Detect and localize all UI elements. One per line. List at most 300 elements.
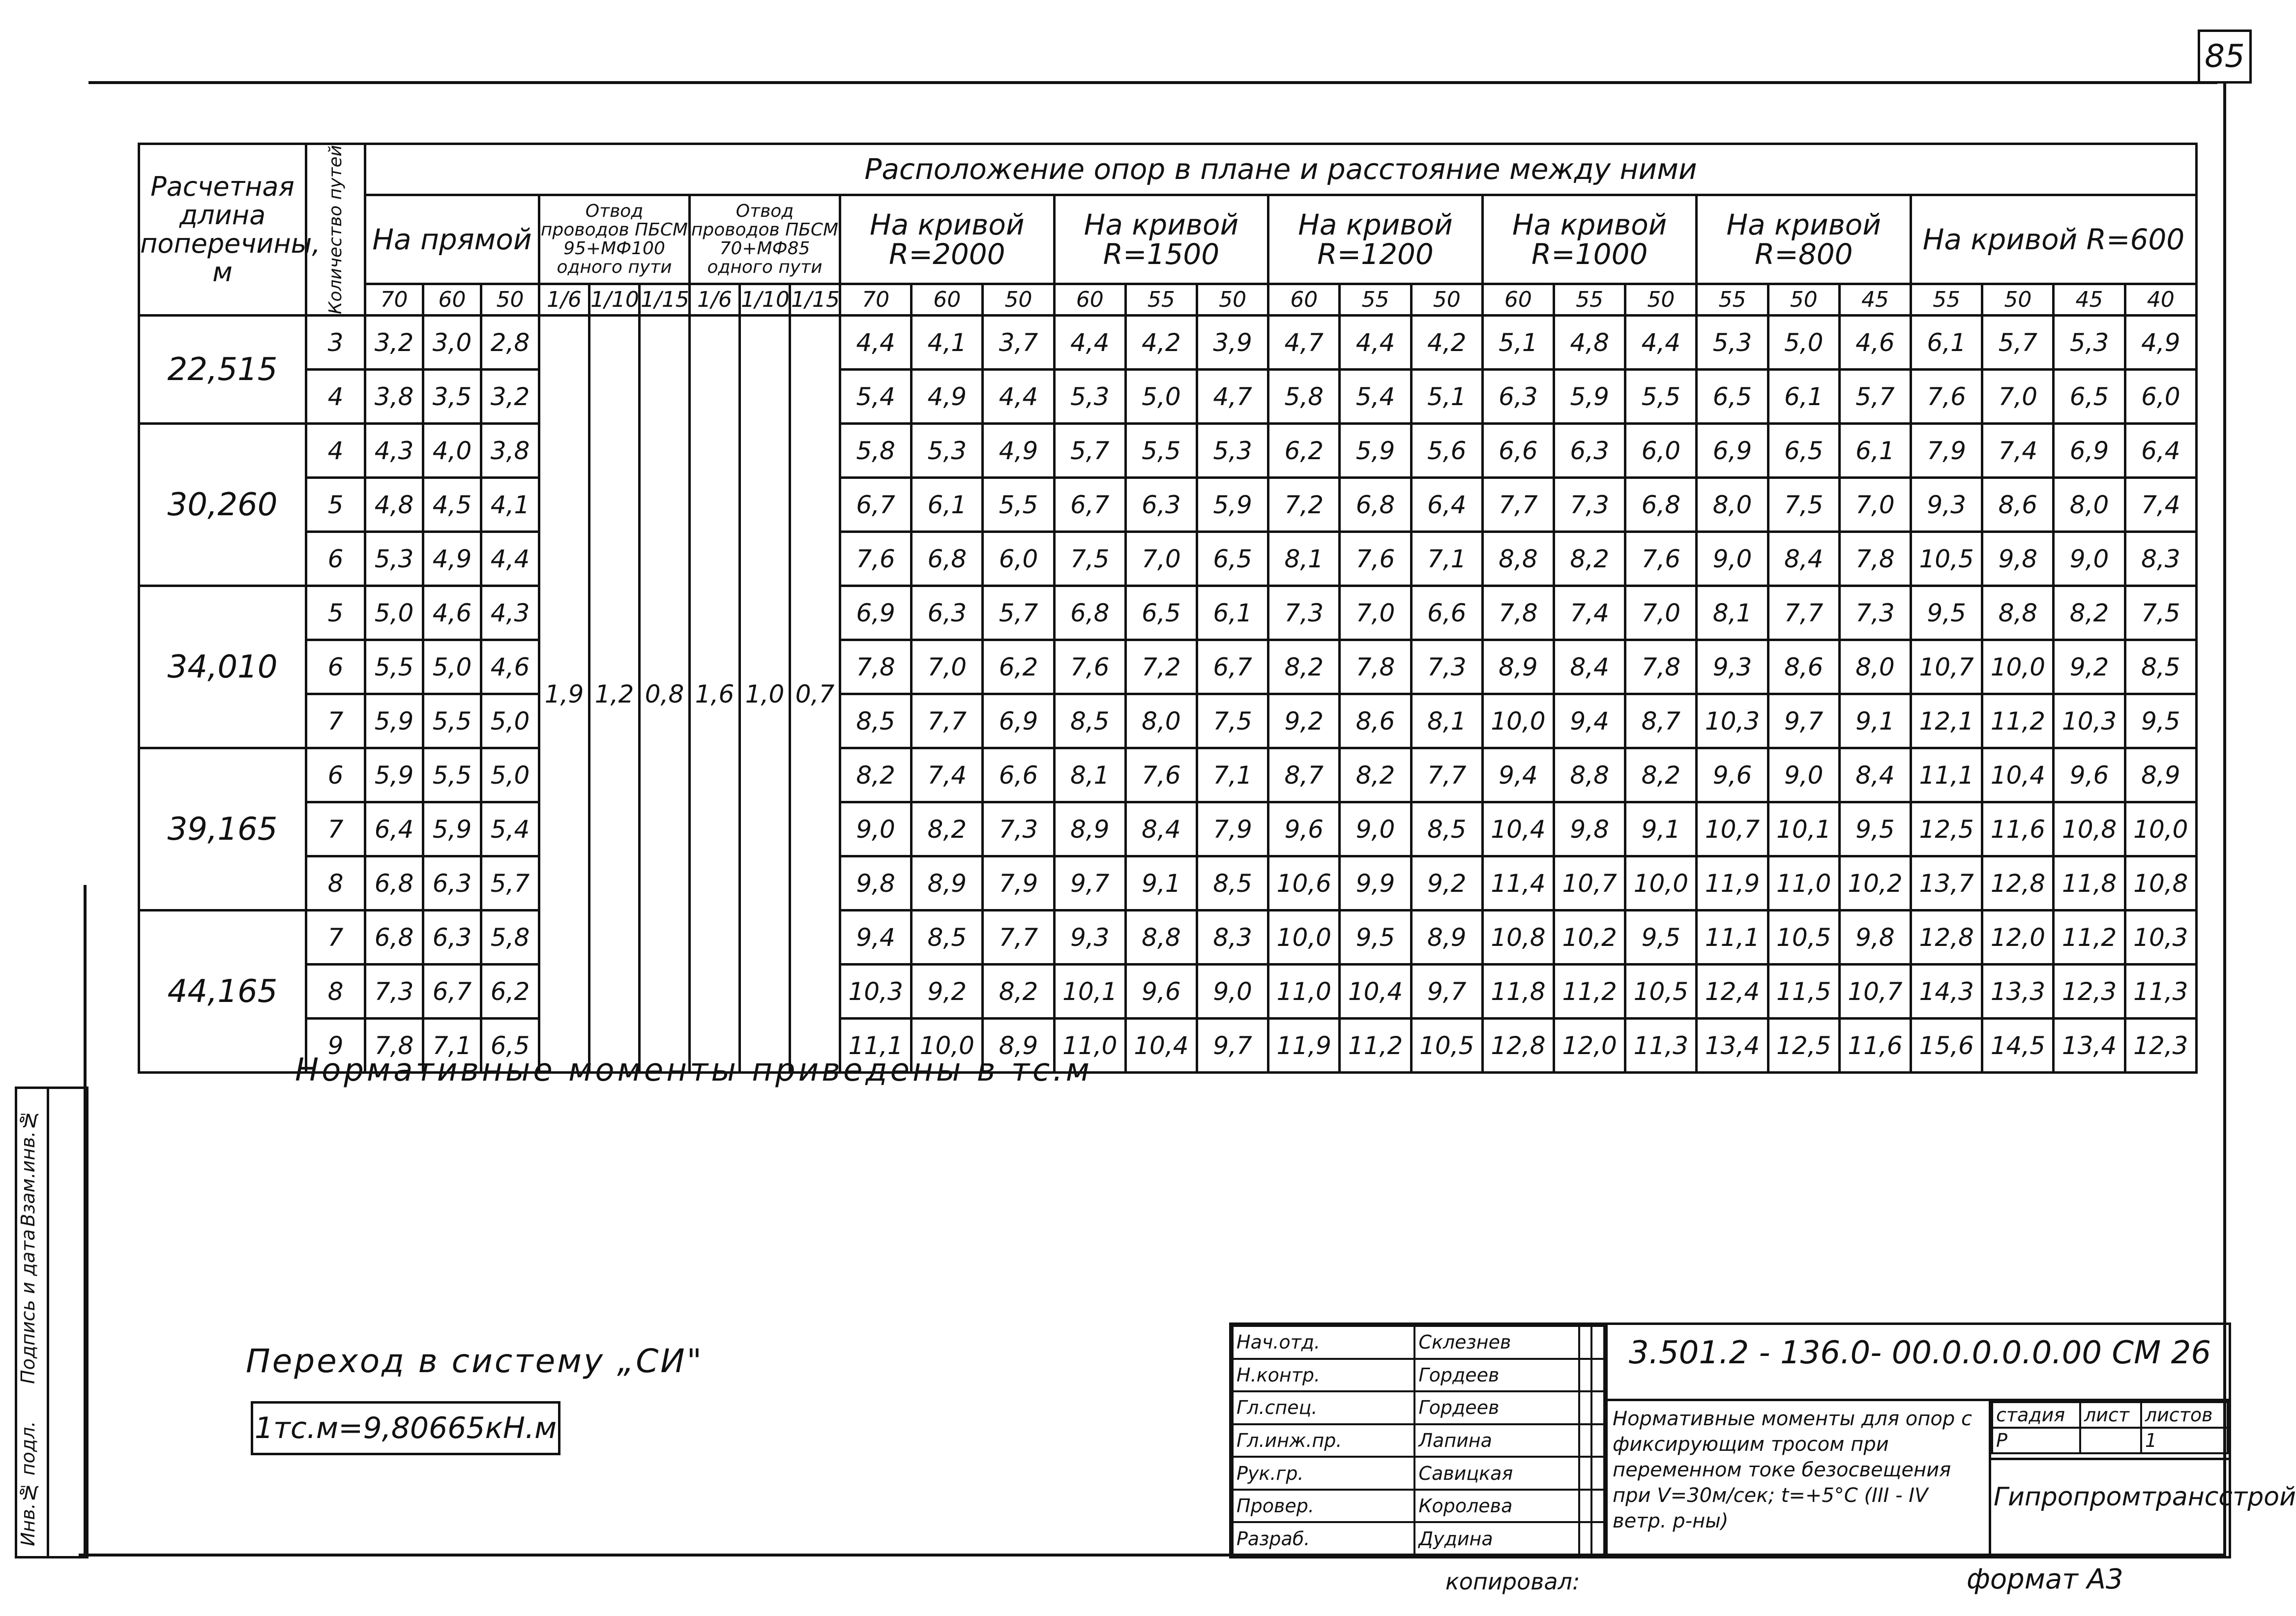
drawing-code: 3.501.2 - 136.0- 00.0.0.0.0.00 СМ 26	[1628, 1335, 2211, 1371]
curve-value: 9,0	[2054, 532, 2125, 586]
tick-label: 55	[1125, 284, 1197, 316]
copied-by: копировал:	[1445, 1568, 1580, 1595]
curve-value: 6,0	[2125, 370, 2196, 424]
curve-value: 9,1	[1125, 856, 1197, 911]
group-header: На кривой R=600	[1911, 195, 2197, 284]
straight-value: 4,3	[481, 586, 539, 640]
tracks-cell: 5	[306, 478, 365, 532]
table-row	[139, 532, 2197, 586]
curve-value: 4,4	[840, 316, 912, 370]
curve-value: 8,2	[840, 748, 912, 802]
curve-value: 9,0	[840, 802, 912, 856]
curve-value: 5,1	[1482, 316, 1554, 370]
si-box: 1тс.м=9,80665кН.м	[251, 1401, 560, 1455]
tick-label: 45	[1839, 284, 1911, 316]
straight-value: 6,5	[481, 1019, 539, 1073]
curve-value: 8,8	[1554, 748, 1625, 802]
stamp-date	[1591, 1424, 1604, 1457]
curve-value: 5,8	[1268, 370, 1340, 424]
curve-value: 6,0	[1625, 424, 1697, 478]
curve-value: 6,7	[1197, 640, 1268, 694]
tick-label: 60	[1482, 284, 1554, 316]
curve-value: 11,9	[1697, 856, 1768, 911]
curve-value: 7,1	[1411, 532, 1482, 586]
curve-value: 7,9	[1197, 802, 1268, 856]
stamp-name: Лапина	[1414, 1424, 1579, 1457]
branch-value: 1,2	[589, 316, 640, 1073]
curve-value: 9,7	[1197, 1019, 1268, 1073]
tick-label: 50	[1625, 284, 1697, 316]
stage-label: стадия	[1992, 1402, 2080, 1428]
curve-value: 6,4	[2125, 424, 2196, 478]
curve-value: 9,2	[912, 965, 983, 1019]
curve-value: 10,3	[840, 965, 912, 1019]
curve-value: 7,4	[1982, 424, 2054, 478]
stamp-date	[1591, 1326, 1604, 1359]
curve-value: 7,0	[1982, 370, 2054, 424]
tracks-cell: 4	[306, 370, 365, 424]
tick-label: 50	[983, 284, 1054, 316]
curve-value: 8,3	[1197, 911, 1268, 965]
curve-value: 10,8	[1482, 911, 1554, 965]
straight-value: 5,9	[423, 802, 481, 856]
curve-value: 9,8	[1554, 802, 1625, 856]
drawing-title: Нормативные моменты для опор с фиксирующим тросом при переменном токе безосвещения при V=30м/сек; t=+5°С (III - IV ветр. р-ны)	[1613, 1408, 1972, 1532]
curve-value: 10,4	[1340, 965, 1411, 1019]
tick-label: 60	[912, 284, 983, 316]
curve-value: 7,4	[2125, 478, 2196, 532]
curve-value: 6,7	[1054, 478, 1125, 532]
straight-value: 3,2	[481, 370, 539, 424]
curve-value: 8,5	[1197, 856, 1268, 911]
tick-label: 60	[1054, 284, 1125, 316]
straight-value: 4,4	[481, 532, 539, 586]
curve-value: 7,4	[912, 748, 983, 802]
curve-value: 9,5	[1340, 911, 1411, 965]
curve-value: 10,3	[2125, 911, 2196, 965]
length-cell: 30,260	[139, 424, 306, 586]
straight-value: 4,6	[481, 640, 539, 694]
tick-label: 55	[1554, 284, 1625, 316]
tracks-cell: 8	[306, 965, 365, 1019]
curve-value: 6,7	[840, 478, 912, 532]
curve-value: 9,5	[1839, 802, 1911, 856]
curve-value: 10,5	[1411, 1019, 1482, 1073]
straight-value: 6,2	[481, 965, 539, 1019]
side-label-replace: Взам.инв.№	[17, 1109, 39, 1227]
curve-value: 14,5	[1982, 1019, 2054, 1073]
curve-value: 3,7	[983, 316, 1054, 370]
curve-value: 11,1	[1697, 911, 1768, 965]
stamp-role: Рук.гр.	[1233, 1457, 1414, 1490]
curve-value: 8,9	[1482, 640, 1554, 694]
stamp-date	[1591, 1522, 1604, 1555]
curve-value: 8,1	[1268, 532, 1340, 586]
table-row	[139, 424, 2197, 478]
curve-value: 10,5	[1625, 965, 1697, 1019]
curve-value: 6,1	[912, 478, 983, 532]
curve-value: 9,5	[1911, 586, 1982, 640]
straight-value: 5,0	[481, 694, 539, 748]
curve-value: 7,6	[840, 532, 912, 586]
curve-value: 10,4	[1982, 748, 2054, 802]
tick-label: 55	[1697, 284, 1768, 316]
stamp-signature	[1579, 1359, 1592, 1392]
curve-value: 11,4	[1482, 856, 1554, 911]
curve-value: 13,7	[1911, 856, 1982, 911]
curve-value: 9,3	[1054, 911, 1125, 965]
curve-value: 10,1	[1054, 965, 1125, 1019]
side-label-sign: Подпись и дата	[17, 1229, 39, 1384]
organization: Гипропромтрансстрой	[1994, 1482, 2296, 1512]
group-header: На кривой R=1500	[1054, 195, 1268, 284]
curve-value: 9,8	[1982, 532, 2054, 586]
tick-label: 50	[1411, 284, 1482, 316]
stamp-signature	[1579, 1457, 1592, 1490]
stamp-role: Гл.инж.пр.	[1233, 1424, 1414, 1457]
tracks-cell: 6	[306, 640, 365, 694]
curve-value: 5,3	[2054, 316, 2125, 370]
tracks-cell: 6	[306, 748, 365, 802]
straight-value: 7,1	[423, 1019, 481, 1073]
curve-value: 8,7	[1268, 748, 1340, 802]
curve-value: 5,5	[1125, 424, 1197, 478]
curve-value: 8,4	[1554, 640, 1625, 694]
curve-value: 9,2	[1268, 694, 1340, 748]
curve-value: 8,2	[983, 965, 1054, 1019]
curve-value: 8,2	[1268, 640, 1340, 694]
curve-value: 6,8	[1054, 586, 1125, 640]
curve-value: 11,0	[1268, 965, 1340, 1019]
curve-value: 9,4	[840, 911, 912, 965]
straight-value: 5,3	[365, 532, 423, 586]
straight-value: 6,8	[365, 856, 423, 911]
stamp-role: Разраб.	[1233, 1522, 1414, 1555]
straight-value: 5,0	[423, 640, 481, 694]
curve-value: 7,6	[1911, 370, 1982, 424]
curve-value: 10,8	[2125, 856, 2196, 911]
curve-value: 7,7	[912, 694, 983, 748]
curve-value: 10,8	[2054, 802, 2125, 856]
curve-value: 10,7	[1839, 965, 1911, 1019]
curve-value: 11,0	[1054, 1019, 1125, 1073]
moments-table	[138, 143, 2198, 1074]
curve-value: 4,9	[2125, 316, 2196, 370]
straight-value: 4,8	[365, 478, 423, 532]
curve-value: 8,0	[1125, 694, 1197, 748]
curve-value: 5,0	[1125, 370, 1197, 424]
curve-value: 11,5	[1768, 965, 1839, 1019]
curve-value: 9,6	[1268, 802, 1340, 856]
curve-value: 9,4	[1554, 694, 1625, 748]
straight-value: 6,3	[423, 911, 481, 965]
curve-value: 5,3	[1697, 316, 1768, 370]
curve-value: 12,5	[1911, 802, 1982, 856]
branch-value: 1,6	[690, 316, 740, 1073]
curve-value: 4,7	[1197, 370, 1268, 424]
curve-value: 10,0	[912, 1019, 983, 1073]
table-row	[139, 694, 2197, 748]
curve-value: 6,4	[1411, 478, 1482, 532]
sheets-label: листов	[2141, 1402, 2228, 1428]
straight-value: 5,5	[423, 748, 481, 802]
tick-label: 1/6	[690, 284, 740, 316]
curve-value: 9,3	[1911, 478, 1982, 532]
curve-value: 7,8	[1482, 586, 1554, 640]
curve-value: 11,3	[1625, 1019, 1697, 1073]
tracks-cell: 8	[306, 856, 365, 911]
curve-value: 5,4	[840, 370, 912, 424]
length-header: Расчетная длина поперечины, м	[139, 144, 306, 316]
curve-value: 10,7	[1911, 640, 1982, 694]
curve-value: 6,5	[1125, 586, 1197, 640]
curve-value: 11,6	[1982, 802, 2054, 856]
curve-value: 10,5	[1911, 532, 1982, 586]
curve-value: 6,8	[1340, 478, 1411, 532]
curve-value: 7,9	[1911, 424, 1982, 478]
curve-value: 5,5	[1625, 370, 1697, 424]
stamp-date	[1591, 1359, 1604, 1392]
table-row	[139, 965, 2197, 1019]
curve-value: 5,3	[912, 424, 983, 478]
curve-value: 10,6	[1268, 856, 1340, 911]
curve-value: 12,1	[1911, 694, 1982, 748]
tracks-cell: 7	[306, 911, 365, 965]
curve-value: 5,7	[1054, 424, 1125, 478]
curve-value: 4,8	[1554, 316, 1625, 370]
straight-value: 6,3	[423, 856, 481, 911]
curve-value: 9,5	[2125, 694, 2196, 748]
curve-value: 8,5	[1054, 694, 1125, 748]
curve-value: 5,3	[1054, 370, 1125, 424]
curve-value: 9,7	[1768, 694, 1839, 748]
curve-value: 4,2	[1125, 316, 1197, 370]
curve-value: 6,9	[983, 694, 1054, 748]
sheet-value	[2080, 1428, 2141, 1453]
curve-value: 3,9	[1197, 316, 1268, 370]
curve-value: 6,3	[1554, 424, 1625, 478]
curve-value: 11,3	[2125, 965, 2196, 1019]
straight-value: 4,6	[423, 586, 481, 640]
layout-title: Расположение опор в плане и расстояние между ними	[365, 144, 2197, 195]
page-number: 85	[2198, 29, 2252, 84]
curve-value: 6,3	[1125, 478, 1197, 532]
curve-value: 9,8	[840, 856, 912, 911]
curve-value: 10,7	[1554, 856, 1625, 911]
straight-value: 6,7	[423, 965, 481, 1019]
title-block	[1229, 1322, 2296, 1558]
curve-value: 8,3	[2125, 532, 2196, 586]
curve-value: 8,1	[1697, 586, 1768, 640]
curve-value: 13,4	[2054, 1019, 2125, 1073]
table-row	[139, 640, 2197, 694]
tick-label: 1/15	[790, 284, 840, 316]
stamp-name: Склезнев	[1414, 1326, 1579, 1359]
curve-value: 8,2	[1340, 748, 1411, 802]
curve-value: 4,1	[912, 316, 983, 370]
curve-value: 12,8	[1982, 856, 2054, 911]
curve-value: 10,5	[1768, 911, 1839, 965]
straight-value: 3,2	[365, 316, 423, 370]
curve-value: 4,9	[983, 424, 1054, 478]
side-label-inv: Инв.№ подл.	[17, 1421, 39, 1546]
stamp-role: Провер.	[1233, 1490, 1414, 1523]
side-stamp	[15, 1087, 88, 1558]
curve-value: 5,1	[1411, 370, 1482, 424]
curve-value: 10,2	[1554, 911, 1625, 965]
curve-value: 7,3	[1268, 586, 1340, 640]
curve-value: 9,0	[1768, 748, 1839, 802]
table-row	[139, 911, 2197, 965]
curve-value: 10,4	[1125, 1019, 1197, 1073]
curve-value: 4,4	[983, 370, 1054, 424]
curve-value: 8,8	[1125, 911, 1197, 965]
table-row	[139, 370, 2197, 424]
curve-value: 10,0	[1982, 640, 2054, 694]
curve-value: 10,3	[2054, 694, 2125, 748]
curve-value: 9,5	[1625, 911, 1697, 965]
tick-label: 60	[423, 284, 481, 316]
curve-value: 12,5	[1768, 1019, 1839, 1073]
curve-value: 8,0	[1697, 478, 1768, 532]
straight-value: 3,0	[423, 316, 481, 370]
curve-value: 6,5	[1197, 532, 1268, 586]
curve-value: 6,9	[2054, 424, 2125, 478]
curve-value: 8,2	[1554, 532, 1625, 586]
curve-value: 6,6	[1482, 424, 1554, 478]
tracks-cell: 4	[306, 424, 365, 478]
curve-value: 9,7	[1411, 965, 1482, 1019]
straight-value: 6,4	[365, 802, 423, 856]
curve-value: 12,3	[2125, 1019, 2196, 1073]
curve-value: 6,0	[983, 532, 1054, 586]
curve-value: 8,1	[1054, 748, 1125, 802]
curve-value: 8,0	[1839, 640, 1911, 694]
tick-label: 45	[2054, 284, 2125, 316]
curve-value: 8,6	[1340, 694, 1411, 748]
curve-value: 5,9	[1197, 478, 1268, 532]
stamp-name: Гордеев	[1414, 1359, 1579, 1392]
stamp-name: Савицкая	[1414, 1457, 1579, 1490]
curve-value: 9,1	[1625, 802, 1697, 856]
note: Нормативные моменты приведены в тс.м	[295, 1052, 1092, 1088]
curve-value: 7,8	[1839, 532, 1911, 586]
curve-value: 5,3	[1197, 424, 1268, 478]
curve-value: 6,9	[1697, 424, 1768, 478]
curve-value: 6,6	[1411, 586, 1482, 640]
stamp-signature	[1579, 1490, 1592, 1523]
curve-value: 10,1	[1768, 802, 1839, 856]
table-row	[139, 802, 2197, 856]
curve-value: 12,0	[1982, 911, 2054, 965]
stamp-signature	[1579, 1326, 1592, 1359]
curve-value: 6,2	[1268, 424, 1340, 478]
stamp-name: Королева	[1414, 1490, 1579, 1523]
curve-value: 6,6	[983, 748, 1054, 802]
straight-value: 5,5	[423, 694, 481, 748]
group-header: На прямой	[365, 195, 539, 284]
curve-value: 6,5	[2054, 370, 2125, 424]
curve-value: 12,8	[1911, 911, 1982, 965]
curve-value: 6,3	[1482, 370, 1554, 424]
straight-value: 4,1	[481, 478, 539, 532]
tick-label: 55	[1340, 284, 1411, 316]
straight-value: 2,8	[481, 316, 539, 370]
curve-value: 6,9	[840, 586, 912, 640]
sheets-value: 1	[2141, 1428, 2228, 1453]
curve-value: 6,5	[1697, 370, 1768, 424]
tracks-cell: 9	[306, 1019, 365, 1073]
curve-value: 7,5	[1197, 694, 1268, 748]
curve-value: 8,9	[2125, 748, 2196, 802]
tick-label: 1/10	[589, 284, 640, 316]
curve-value: 11,1	[840, 1019, 912, 1073]
curve-value: 7,7	[1411, 748, 1482, 802]
length-cell: 34,010	[139, 586, 306, 748]
curve-value: 8,8	[1482, 532, 1554, 586]
tick-label: 60	[1268, 284, 1340, 316]
straight-value: 4,9	[423, 532, 481, 586]
tracks-cell: 7	[306, 694, 365, 748]
curve-value: 10,2	[1839, 856, 1911, 911]
curve-value: 8,6	[1768, 640, 1839, 694]
curve-value: 11,0	[1768, 856, 1839, 911]
group-header: На кривой R=800	[1697, 195, 1911, 284]
curve-value: 9,3	[1697, 640, 1768, 694]
curve-value: 6,1	[1768, 370, 1839, 424]
curve-value: 7,0	[912, 640, 983, 694]
straight-value: 7,8	[365, 1019, 423, 1073]
curve-value: 7,0	[1340, 586, 1411, 640]
curve-value: 9,0	[1340, 802, 1411, 856]
curve-value: 7,3	[983, 802, 1054, 856]
curve-value: 5,9	[1340, 424, 1411, 478]
curve-value: 8,6	[1982, 478, 2054, 532]
curve-value: 7,6	[1625, 532, 1697, 586]
curve-value: 8,7	[1625, 694, 1697, 748]
stamp-signature	[1579, 1522, 1592, 1555]
straight-value: 6,8	[365, 911, 423, 965]
curve-value: 5,5	[983, 478, 1054, 532]
table-row	[139, 478, 2197, 532]
curve-value: 4,2	[1411, 316, 1482, 370]
curve-value: 6,8	[912, 532, 983, 586]
curve-value: 8,0	[2054, 478, 2125, 532]
tick-label: 50	[1768, 284, 1839, 316]
curve-value: 7,5	[1768, 478, 1839, 532]
curve-value: 10,7	[1697, 802, 1768, 856]
length-cell: 44,165	[139, 911, 306, 1073]
stamp-signature	[1579, 1391, 1592, 1424]
curve-value: 9,2	[1411, 856, 1482, 911]
format-label: формат А3	[1967, 1563, 2123, 1595]
curve-value: 7,9	[983, 856, 1054, 911]
straight-value: 5,0	[365, 586, 423, 640]
curve-value: 10,3	[1697, 694, 1768, 748]
curve-value: 14,3	[1911, 965, 1982, 1019]
curve-value: 5,4	[1340, 370, 1411, 424]
curve-value: 11,2	[2054, 911, 2125, 965]
curve-value: 9,6	[1697, 748, 1768, 802]
tick-label: 1/10	[740, 284, 790, 316]
tracks-cell: 7	[306, 802, 365, 856]
curve-value: 8,2	[1625, 748, 1697, 802]
curve-value: 7,5	[1054, 532, 1125, 586]
sheet-label: лист	[2080, 1402, 2141, 1428]
straight-value: 5,5	[365, 640, 423, 694]
group-header: На кривой R=2000	[840, 195, 1055, 284]
straight-value: 4,0	[423, 424, 481, 478]
